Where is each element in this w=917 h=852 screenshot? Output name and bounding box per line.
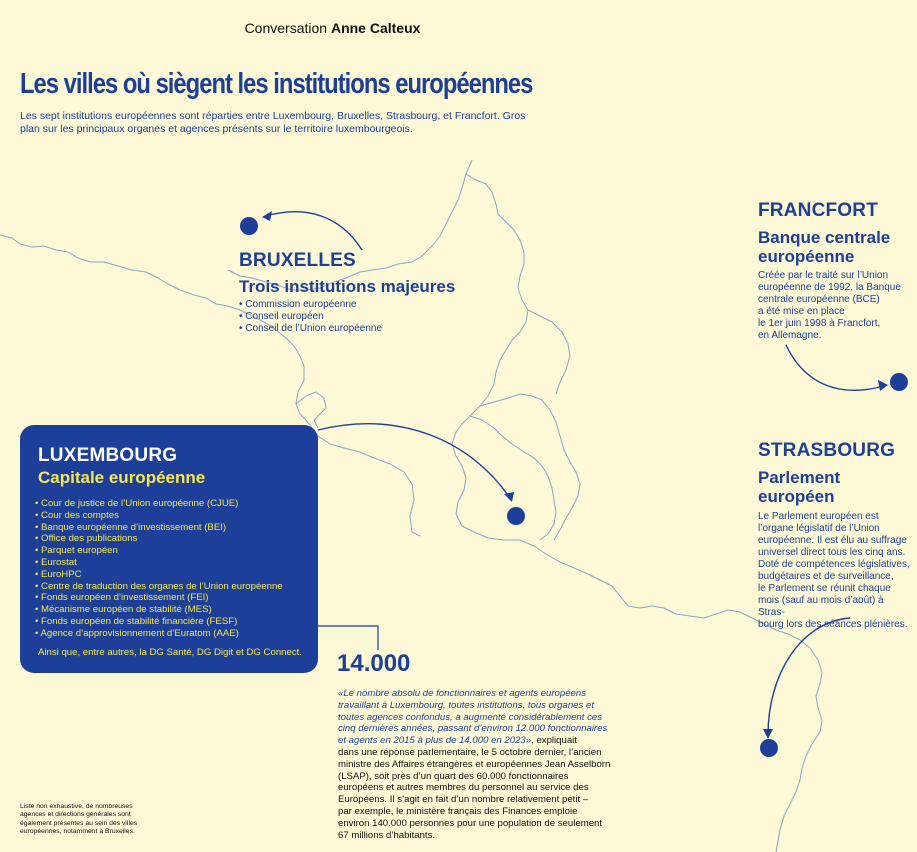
francfort-subtitle: Banque centrale européenne <box>758 228 891 266</box>
bruxelles-city: BRUXELLES <box>239 250 356 271</box>
border-germany-france-south <box>528 310 570 394</box>
luxembourg-city: LUXEMBOURG <box>38 445 178 466</box>
marker-luxembourg <box>507 507 525 525</box>
intro-text: Les sept institutions européennes sont réparties entre Luxembourg, Bruxelles, Strasbourg, et Francfort. Gros plan sur les principaux organes et agences présents sur le territoire luxembourgeois. <box>20 110 526 135</box>
bruxelles-list <box>239 299 499 335</box>
strasbourg-block <box>758 440 913 631</box>
body-line: dans une réponse parlementaire, le 5 octobre dernier, l’ancien <box>338 746 602 758</box>
list-item: • Commission européenne <box>239 299 499 311</box>
leader-line-14000 <box>318 626 378 650</box>
after-quote: , expliquait <box>531 735 577 747</box>
list-item: • EuroHPC <box>35 569 283 581</box>
marker-strasbourg <box>760 739 778 757</box>
body-line: environ 140.000 personnes pour une population de seulement <box>338 817 603 829</box>
border-belgium-germany <box>318 436 420 536</box>
quote-line: «Le nombre absolu de fonctionnaires et agents européens <box>338 688 587 699</box>
marker-bruxelles <box>240 217 258 235</box>
strasbourg-description: Le Parlement européen est l’organe législatif de l’Union européenne. Il est élu au suffrage universel direct tous les cinq ans. Doté de compétences législatives, budgétaires et de surveillance, le Parlement se réunit chaque mois (sauf au mois d’août) à Stras- bourg lors des séances plénières. <box>758 511 910 630</box>
list-item: • Eurostat <box>35 557 283 569</box>
body-line: par exemple, le ministère français des Finances emploie <box>338 805 578 817</box>
list-item: • Centre de traduction des organes de l’Union européenne <box>35 581 283 593</box>
luxembourg-extra: Ainsi que, entre autres, la DG Santé, DG Digit et DG Connect. <box>38 647 302 658</box>
arrowhead-strasbourg <box>763 729 773 739</box>
arrow-francfort <box>786 345 884 390</box>
quote-line: cinq dernières années, passant d’environ 12.000 fonctionnaires <box>338 723 608 735</box>
list-item: • Fonds européen de stabilité financière (FESF) <box>35 616 283 628</box>
list-item: • Conseil de l’Union européenne <box>239 323 499 335</box>
list-item: • Parquet européen <box>35 545 283 557</box>
list-item: • Cour des comptes <box>35 510 283 522</box>
marker-francfort <box>890 373 908 391</box>
arrow-strasbourg <box>768 618 850 735</box>
byline-prefix: Conversation <box>244 20 328 36</box>
bruxelles-block <box>239 250 499 335</box>
list-item: • Office des publications <box>35 533 283 545</box>
border-rhine <box>776 648 822 852</box>
body-line: ministre des Affaires étrangères et européennes Jean Asselborn <box>338 758 611 770</box>
stat-quote-block <box>338 688 618 841</box>
list-item: • Cour de justice de l’Union européenne (CJUE) <box>35 498 283 510</box>
body-line: (LSAP), soit près d’un quart des 60.000 fonctionnaires <box>338 770 569 782</box>
stat-value: 14.000 <box>337 650 411 677</box>
list-item: • Banque européenne d’investissement (BEI) <box>35 522 283 534</box>
border-luxembourg-west <box>480 394 580 540</box>
byline-author: Anne Calteux <box>330 20 421 36</box>
luxembourg-card <box>20 425 318 673</box>
border-belgium-netherlands <box>296 392 326 428</box>
footnote: Liste non exhaustive, de nombreuses agences et directions générales sont également présentes au sein des villes européennes, notamment à Bruxelles. <box>20 803 138 835</box>
quote-line: toutes agences confondus, a augmenté considérablement ces <box>338 711 603 723</box>
quote-line: travaillant à Luxembourg, toutes institutions, tous organes et <box>338 699 594 711</box>
luxembourg-list <box>35 498 283 640</box>
arrowhead-luxembourg <box>504 492 514 502</box>
strasbourg-subtitle: Parlement européen <box>758 468 841 506</box>
arrow-luxembourg <box>318 424 510 498</box>
body-line: 67 millions d’habitants. <box>338 829 436 841</box>
strasbourg-city: STRASBOURG <box>758 440 896 461</box>
list-item: • Agence d’approvisionnement d’Euratom (AAE) <box>35 628 283 640</box>
arrow-bruxelles <box>266 212 362 250</box>
list-item: • Fonds européen d’investissement (FEI) <box>35 592 283 604</box>
body-line: européens et autres membres du personnel au service des <box>338 782 589 794</box>
francfort-block <box>758 200 908 342</box>
arrowhead-bruxelles <box>262 211 272 221</box>
list-item: • Conseil européen <box>239 311 499 323</box>
header-byline <box>0 20 665 36</box>
francfort-city: FRANCFORT <box>758 200 879 221</box>
francfort-description: Créée par le traité sur l’Union européenne de 1992, la Banque centrale européenne (BCE) a été mise en place le 1er juin 1998 à Francfort, en Allemagne. <box>758 270 901 341</box>
quote-line: et agents en 2015 à plus de 14.000 en 2023» <box>338 735 532 747</box>
list-item: • Mécanisme européen de stabilité (MES) <box>35 604 283 616</box>
page-title: Les villes où siègent les institutions européennes <box>20 68 533 100</box>
arrowhead-francfort <box>878 380 888 391</box>
bruxelles-subtitle: Trois institutions majeures <box>239 277 456 296</box>
luxembourg-subtitle: Capitale européenne <box>38 468 206 487</box>
body-line: Européens. Il s’agit en fait d’un nombre relativement petit – <box>338 794 589 806</box>
